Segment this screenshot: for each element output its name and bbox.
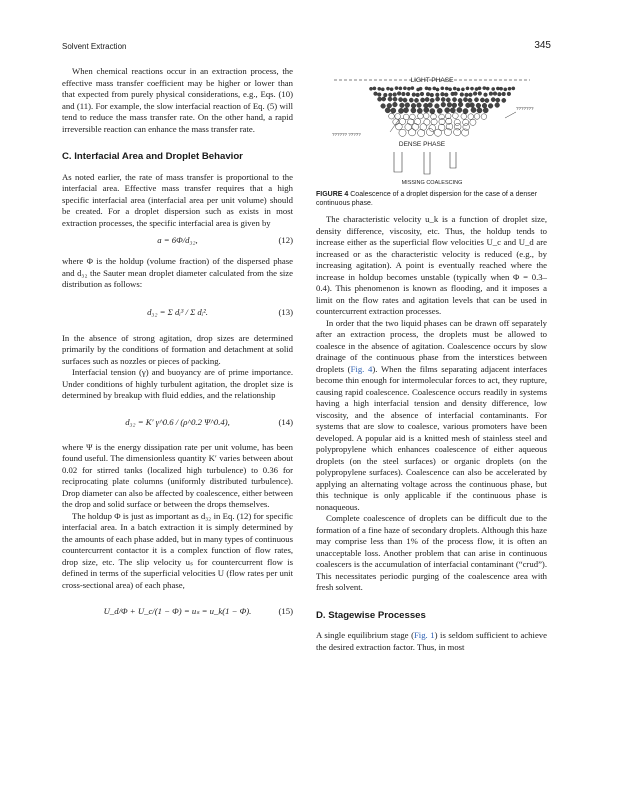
droplet (441, 92, 445, 96)
equation-13 (62, 297, 293, 327)
droplet (441, 87, 444, 90)
droplet (500, 87, 503, 90)
droplet (418, 129, 425, 136)
section-d-heading: D. Stagewise Processes (316, 609, 426, 621)
droplet (483, 87, 486, 90)
droplet (428, 87, 431, 90)
paragraph: Interfacial tension (γ) and buoyancy are of prime importance. Under conditions of highly turbulent agitation, the droplet size is determined by breakup with fluid eddies, and the relationship (62, 367, 293, 400)
droplet (496, 98, 500, 102)
droplet (425, 97, 429, 101)
pointer-line (505, 112, 516, 118)
droplet (491, 98, 495, 102)
droplet (381, 104, 386, 109)
droplet (407, 87, 410, 90)
equation-body: d₃₂ = K′ γ^0.6 / (ρ^0.2 Ψ^0.4), (125, 416, 230, 427)
droplet (385, 108, 390, 113)
droplet (405, 103, 410, 108)
droplet (478, 87, 481, 90)
droplet (402, 92, 406, 96)
paragraph: In the absence of strong agitation, drop sizes are determined primarily by the conditions of formation and detachment at solid surfaces such as nozzles or pieces of packing. (62, 332, 293, 366)
droplet (463, 119, 469, 125)
droplet (435, 104, 440, 109)
light-phase-label: LIGHT PHASE (410, 77, 454, 84)
droplet (438, 124, 445, 131)
paragraph (316, 318, 547, 514)
paragraph: The characteristic velocity u_k is a function of droplet size, density difference, viscosity, etc. Thus, the holdup tends to increase either as the superficial flow velocities U_c and U_d are increased or as the characteristic velocity is reduced (e.g., by increasing agitation). A point is eventually reached where the increase in holdup becomes unstable (typically when Φ = 0.3–0.4). This phenomenon is known as flooding, and it imposes a limit on the flow rates and agitation levels that can be used in countercurrent extraction processes. (316, 214, 547, 316)
droplet (429, 125, 436, 132)
droplet (445, 108, 450, 113)
droplet (502, 98, 506, 102)
droplet (425, 87, 428, 90)
paragraph: where Φ is the holdup (volume fraction) of the dispersed phase and d₃₂ the Sauter mean droplet diameter calculated from the size distribution as follows: (62, 256, 293, 289)
droplet (403, 87, 406, 90)
droplet (454, 92, 458, 96)
droplet (468, 114, 474, 120)
droplet (452, 103, 457, 108)
droplet (485, 98, 489, 102)
droplet (441, 102, 446, 107)
droplet (507, 92, 511, 96)
droplet (428, 103, 433, 108)
equation-body: U_d/Φ + U_c/(1 − Φ) = uₛ = u_k(1 − Φ). (103, 606, 252, 616)
equation-number: (15) (278, 606, 293, 616)
running-title: Solvent Extraction (62, 42, 127, 51)
droplet (423, 113, 429, 119)
droplet (512, 87, 515, 90)
droplet (508, 87, 511, 90)
droplet (495, 103, 500, 108)
left-annotation: ?????? ????? (332, 132, 361, 137)
droplet (412, 124, 419, 131)
equation-number: (14) (278, 416, 293, 427)
droplet (383, 93, 387, 97)
figure-4-coalescence-diagram (330, 70, 540, 188)
droplet (417, 103, 422, 108)
droplet (430, 109, 435, 114)
text: A single equilibrium stage ( (316, 630, 414, 640)
droplet (388, 97, 392, 101)
droplet (446, 98, 450, 102)
droplet (449, 88, 452, 91)
droplet (417, 108, 422, 113)
figure-label: FIGURE 4 (316, 191, 349, 198)
droplet (396, 123, 403, 130)
droplet (457, 107, 462, 112)
figure-caption (316, 190, 547, 208)
droplet (478, 92, 482, 96)
equation-body: d₃₂ = Σ dᵢ³ / Σ dᵢ². (147, 306, 208, 317)
droplet (435, 93, 439, 97)
droplet (386, 87, 389, 90)
dense-phase-label: DENSE PHASE (398, 141, 446, 148)
droplet (393, 97, 397, 101)
droplet (463, 109, 468, 114)
droplet (378, 97, 382, 101)
droplet (419, 87, 422, 90)
droplet (416, 93, 420, 97)
equation-number: (12) (278, 235, 293, 245)
droplet (476, 103, 481, 108)
droplet (389, 113, 395, 119)
droplet (411, 87, 414, 90)
droplet (369, 87, 372, 90)
droplet (393, 93, 397, 97)
droplet (390, 88, 393, 91)
droplet (484, 93, 488, 97)
droplet (470, 119, 476, 125)
droplet (465, 93, 469, 97)
droplet (488, 104, 493, 109)
droplet (498, 92, 502, 96)
droplet (399, 87, 402, 90)
droplet (481, 114, 487, 120)
text: In order that the two liquid phases can be drawn off separately after an extraction process, the droplets must be allowed to coalesce in the absence of agitation. Coalescence occurs by slow drainage of the continuous phase from the interstices between droplets ( (316, 317, 547, 374)
droplet (447, 102, 452, 107)
droplet (463, 98, 467, 102)
droplet (445, 87, 448, 90)
droplet (444, 93, 448, 97)
intro-paragraph: When chemical reactions occur in an extraction process, the effective mass transfer coefficient may be higher or lower than that expected from purely physical considerations, e.g., Eqs. (10) and (11). For example, the slow interfacial reaction of Eq. (5) will tend to reduce the mass transfer rate. On the other hand, a rapid irreversible reaction can enhance the mass transfer rate. (62, 66, 293, 134)
droplet (395, 87, 398, 90)
droplet (393, 102, 398, 107)
figure-caption-text: Coalescence of a droplet dispersion for the case of a denser continuous phase. (316, 191, 538, 207)
droplet (436, 88, 439, 91)
droplet (437, 108, 442, 113)
equation-14 (62, 408, 293, 436)
paragraph: As noted earlier, the rate of mass transfer is proportional to the interfacial area. Effective mass transfer requires that a high specific interfacial area (interfacial area per unit volume) should be created. For a droplet dispersion such as exists in most extraction processes, the specific interfacial area is given by (62, 171, 293, 228)
droplet (414, 98, 418, 102)
droplet (418, 113, 424, 119)
droplet (387, 103, 392, 108)
droplet (403, 108, 408, 113)
droplet (433, 87, 436, 90)
equation-number: (13) (278, 306, 293, 317)
droplet (486, 87, 489, 90)
droplet (426, 129, 433, 136)
droplet (504, 88, 507, 91)
droplet-layer (369, 87, 515, 137)
droplet (457, 88, 460, 91)
droplet (411, 103, 416, 108)
droplet (426, 92, 430, 96)
droplet (439, 119, 445, 125)
droplet (398, 108, 403, 113)
droplet (399, 129, 406, 136)
droplet (424, 119, 430, 125)
droplet (502, 92, 506, 96)
droplet (470, 87, 473, 90)
droplet (458, 98, 462, 102)
droplet (421, 98, 425, 102)
droplet (424, 107, 429, 112)
droplet (474, 114, 480, 120)
droplet (453, 87, 456, 90)
droplet (489, 92, 493, 96)
paragraph: Complete coalescence of droplets can be difficult due to the formation of a fine haze of secondary droplets. Although this haze may comprise less than 1% of the process flow, it is often an unacceptable loss. Another problem that can arise in continuous coalescers is the accumulation of interfacial contaminant (“crud”). This necessitates periodic purging of the coalescence area with fresh solvent. (316, 513, 547, 592)
droplet (397, 92, 401, 96)
left-column (62, 66, 293, 631)
page-number: 345 (534, 40, 551, 51)
droplet (453, 113, 459, 119)
text: ) is seldom sufficient to achieve the desired extraction factor. Thus, in most (316, 630, 547, 652)
droplet (430, 98, 434, 102)
droplet (469, 93, 473, 97)
right-annotation: ??????? (516, 106, 534, 111)
droplet (483, 108, 488, 113)
droplet (474, 98, 478, 102)
figure-4-link[interactable]: Fig. 4 (350, 363, 373, 374)
droplet (473, 92, 477, 96)
droplet (466, 87, 469, 90)
droplet (400, 103, 405, 108)
right-column (316, 214, 547, 653)
droplet (381, 88, 384, 91)
droplet (391, 108, 396, 113)
droplet (458, 102, 463, 107)
equation-15 (62, 597, 293, 625)
droplet (470, 103, 475, 108)
droplet (477, 108, 482, 113)
equation-12 (62, 235, 293, 250)
droplet (475, 87, 478, 90)
droplet (461, 114, 467, 120)
droplet (377, 93, 381, 97)
droplet (493, 92, 497, 96)
droplet (492, 87, 495, 90)
droplet (436, 97, 440, 101)
droplet (374, 92, 378, 96)
droplet (388, 93, 392, 97)
droplet (452, 98, 456, 102)
droplet (482, 103, 487, 108)
droplet (405, 124, 412, 131)
droplet (450, 108, 455, 113)
droplet (468, 98, 472, 102)
paragraph: where Ψ is the energy dissipation rate per unit volume, has been found useful. The dimensionless quantity K′ varies between about 0.02 for stirred tanks (localized high turbulence) to 0.36 for reciprocating plate columns (uniformly distributed turbulence). Drop diameter can also be affected by coalescence, either between the drop and solid surface or between the drops themselves. (62, 441, 293, 509)
droplet (420, 92, 424, 96)
droplet (373, 87, 376, 90)
paragraph (316, 630, 547, 653)
drain-tubes (394, 152, 456, 174)
text: ). When the films separating adjacent interfaces become thin enough for intermolecular forces to act, they rupture, causing rapid coalescence. Coalescence occurs readily in systems having a high interfacial tension and density difference, low viscosity, and the absence of interfacial contaminants. For systems that are slow to coalesce, various promoters have been developed. A popular aid is a knitted mesh of stainless steel and polypropylene which enhances coalescence of either aqueous droplets (on the steel surfaces) or organic droplets (on the polypropylene surfaces). Coalescence can also be accelerated by applying an alternating voltage across the continuous phase, but this technique is only applicable if the continuous phase is nonaqueous. (316, 363, 547, 512)
droplet (441, 97, 445, 101)
equation-body: a = 6Φ/d₃₂, (157, 235, 198, 245)
droplet (461, 88, 464, 91)
droplet (434, 129, 441, 136)
droplet (409, 98, 413, 102)
droplet (403, 98, 407, 102)
coalesced-label: MISSING COALESCING (401, 180, 463, 186)
droplet (399, 98, 403, 102)
droplet (460, 93, 464, 97)
droplet (496, 87, 499, 90)
droplet (471, 107, 476, 112)
section-c-heading: C. Interfacial Area and Droplet Behavior (62, 151, 243, 162)
paragraph: The holdup Φ is just as important as d₃₂ in Eq. (12) for specific interfacial area. In a batch extraction it is simply determined by the amounts of each phase added, but in many types of continuous countercurrent contactor it is a complex function of flow rates, drop size, etc. The slip velocity uₛ for countercurrent flow is defined in terms of the superficial velocities U (flow rates per unit cross-sectional area) of each phase, (62, 510, 293, 590)
droplet (408, 119, 414, 125)
droplet (454, 129, 461, 136)
figure-1-link[interactable]: Fig. 1 (413, 630, 435, 640)
droplet (411, 108, 416, 113)
droplet (430, 93, 434, 97)
droplet (382, 97, 386, 101)
droplet (480, 98, 484, 102)
droplet (412, 93, 416, 97)
droplet (378, 87, 381, 90)
droplet (406, 92, 410, 96)
droplet (409, 129, 416, 136)
